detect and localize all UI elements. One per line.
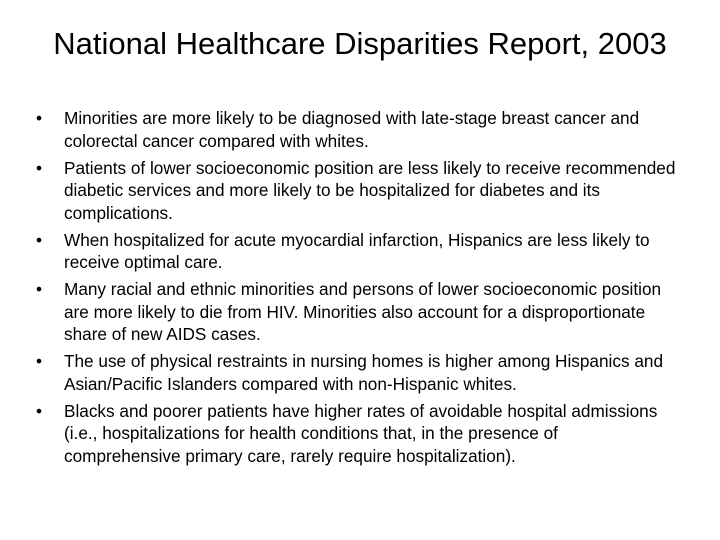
- bullet-text: Minorities are more likely to be diagnosed with late-stage breast cancer and colorectal cancer compared with whites.: [64, 108, 640, 151]
- bullet-marker: •: [36, 279, 43, 300]
- bullet-marker: •: [36, 157, 43, 178]
- bullet-list: [36, 107, 676, 472]
- bullet-marker: •: [36, 229, 43, 250]
- bullet-item: [36, 350, 676, 395]
- bullet-marker: •: [36, 108, 43, 128]
- bullet-text: Blacks and poorer patients have higher rates of avoidable hospital admissions (i.e., hospitalizations for health conditions that, in the presence of comprehensive primary care, rarely require hospitalization).: [64, 400, 658, 466]
- bullet-item: [36, 400, 676, 468]
- bullet-text: The use of physical restraints in nursing homes is higher among Hispanics and Asian/Pacific Islanders compared with non-Hispanic whites.: [64, 351, 664, 394]
- slide-title: National Healthcare Disparities Report, 2003: [53, 26, 667, 61]
- bullet-marker: •: [36, 400, 43, 421]
- bullet-text: Patients of lower socioeconomic position are less likely to receive recommended diabetic services and more likely to be hospitalized for diabetes and its complications.: [64, 157, 676, 223]
- bullet-item: [36, 278, 676, 346]
- bullet-marker: •: [36, 351, 43, 372]
- bullet-item: [36, 157, 676, 225]
- bullet-item: [36, 107, 676, 152]
- bullet-text: Many racial and ethnic minorities and persons of lower socioeconomic position are more likely to die from HIV. Minorities also account for a disproportionate share of new AIDS cases.: [64, 279, 662, 345]
- bullet-item: [36, 229, 676, 274]
- bullet-text: When hospitalized for acute myocardial infarction, Hispanics are less likely to receive optimal care.: [64, 229, 650, 273]
